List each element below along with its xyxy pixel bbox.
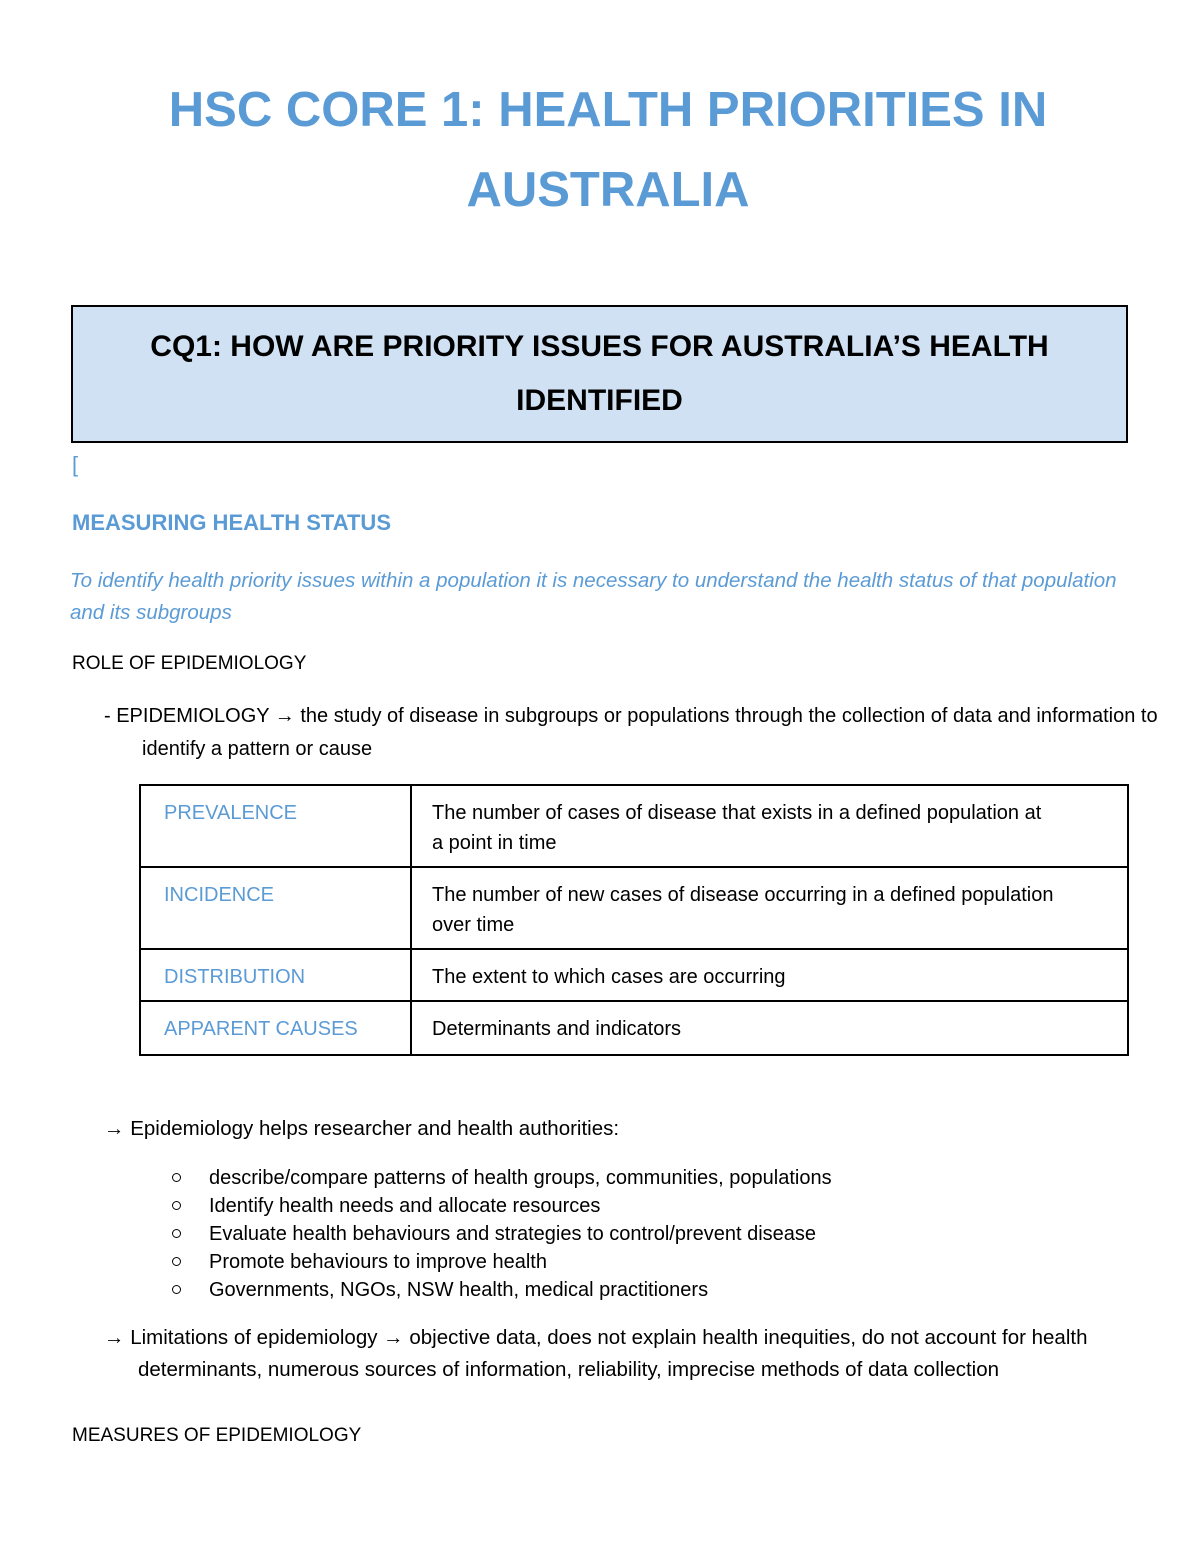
- critical-question-box: [71, 305, 1128, 443]
- list-item-text: Promote behaviours to improve health: [209, 1251, 547, 1273]
- description-cell: Determinants and indicators: [411, 1001, 1128, 1055]
- term-cell: DISTRIBUTION: [140, 949, 411, 1001]
- hollow-circle-icon: [172, 1201, 181, 1210]
- intro-paragraph: To identify health priority issues within a population it is necessary to understand the health status of that population and its subgroups: [70, 569, 1117, 624]
- epidemiology-definition: - EPIDEMIOLOGY → the study of disease in subgroups or populations through the collection of data and information to identify a pattern or cause: [104, 705, 1158, 760]
- table-row: [140, 949, 1128, 1001]
- critical-question-heading: CQ1: HOW ARE PRIORITY ISSUES FOR AUSTRALIA’S HEALTH IDENTIFIED: [150, 330, 1049, 417]
- description-cell: The extent to which cases are occurring: [411, 949, 1128, 1001]
- list-item-text: describe/compare patterns of health groups, communities, populations: [209, 1167, 832, 1189]
- table-row: [140, 867, 1128, 949]
- list-item-text: Identify health needs and allocate resources: [209, 1195, 601, 1217]
- epidemiology-terms-table: [139, 784, 1129, 1056]
- stray-bracket-mark: [: [72, 452, 79, 477]
- table-row: [140, 1001, 1128, 1055]
- table-row: [140, 785, 1128, 867]
- epidemiology-helps-intro: → Epidemiology helps researcher and health authorities:: [104, 1117, 620, 1140]
- list-item: [172, 1220, 832, 1248]
- list-item: [172, 1192, 832, 1220]
- list-item: [172, 1276, 832, 1304]
- term-cell: APPARENT CAUSES: [140, 1001, 411, 1055]
- measures-of-epidemiology-heading: MEASURES OF EPIDEMIOLOGY: [72, 1425, 362, 1446]
- epidemiology-helps-list: [172, 1164, 832, 1304]
- term-cell: INCIDENCE: [140, 867, 411, 949]
- description-cell: The number of cases of disease that exists in a defined population at a point in time: [411, 785, 1128, 867]
- section-heading: MEASURING HEALTH STATUS: [72, 510, 391, 535]
- term-cell: PREVALENCE: [140, 785, 411, 867]
- document-title: HSC CORE 1: HEALTH PRIORITIES IN AUSTRALIA: [168, 83, 1048, 217]
- list-item-text: Governments, NGOs, NSW health, medical practitioners: [209, 1279, 709, 1301]
- role-of-epidemiology-heading: ROLE OF EPIDEMIOLOGY: [72, 653, 307, 674]
- list-item: [172, 1164, 832, 1192]
- hollow-circle-icon: [172, 1173, 181, 1182]
- list-item-text: Evaluate health behaviours and strategies to control/prevent disease: [209, 1223, 817, 1245]
- list-item: [172, 1248, 832, 1276]
- hollow-circle-icon: [172, 1257, 181, 1266]
- hollow-circle-icon: [172, 1229, 181, 1238]
- hollow-circle-icon: [172, 1285, 181, 1294]
- description-cell: The number of new cases of disease occurring in a defined population over time: [411, 867, 1128, 949]
- epidemiology-limitations: → Limitations of epidemiology → objective data, does not explain health inequities, do not account for health determinants, numerous sources of information, reliability, imprecise methods of data collection: [104, 1326, 1088, 1381]
